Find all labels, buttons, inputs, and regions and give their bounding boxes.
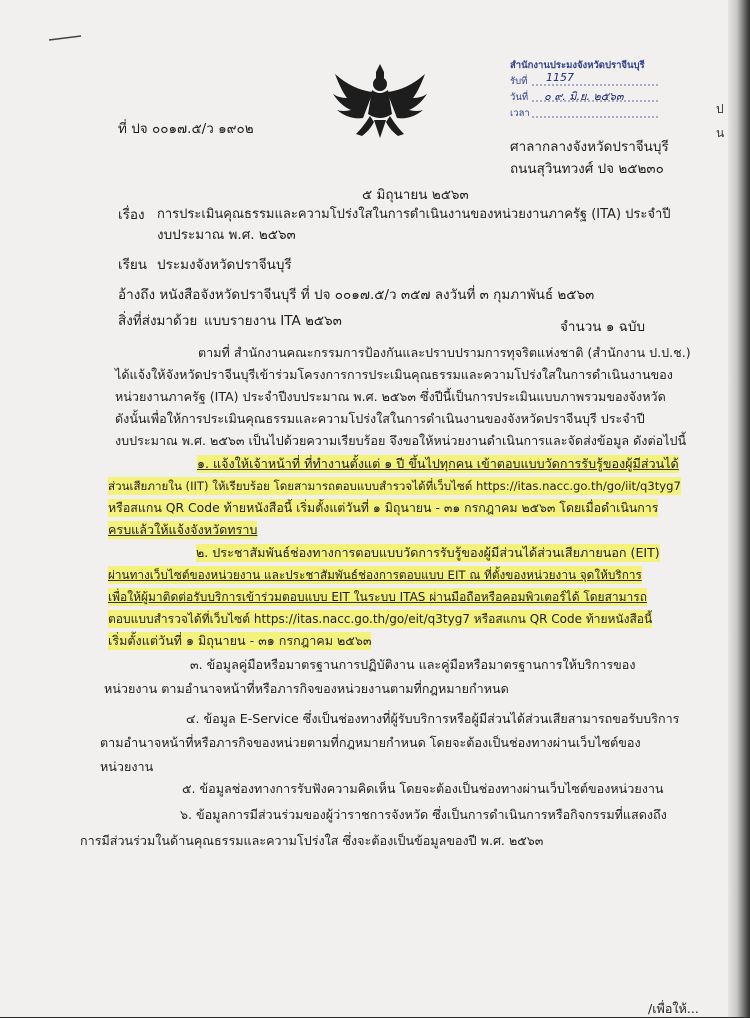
reference-line: อ้างถึง หนังสือจังหวัดปราจีนบุรี ที่ ปจ ๐๐๑๗.๕/ว ๓๕๗ ลงวันที่ ๓ กุมภาพันธ์ ๒๕๖๓ xyxy=(118,287,595,303)
item1-line: ๑. แจ้งให้เจ้าหน้าที่ ที่ทำงานตั้งแต่ ๑ ปี ขึ้นไปทุกคน เข้าตอบแบบวัดการรับรู้ของผู้มีส่วนได้ xyxy=(197,456,679,471)
page-edge-shadow xyxy=(728,0,750,1017)
item3-line: ๓. ข้อมูลคู่มือหรือมาตรฐานการปฏิบัติงาน และคู่มือหรือมาตรฐานการให้บริการของ xyxy=(190,657,636,672)
stamp-recv-label: รับที่ xyxy=(510,76,528,87)
reference-number: ที่ ปจ ๐๐๑๗.๕/ว ๑๙๐๒ xyxy=(118,121,254,137)
stamp-lines xyxy=(510,68,670,124)
intro-line: ดังนั้นเพื่อให้การประเมินคุณธรรมและความโปร่งใสในการดำเนินงานของจังหวัดปราจีนบุรี ประจำปี xyxy=(115,411,645,426)
item6-line: การมีส่วนร่วมในด้านคุณธรรมและความโปร่งใส ซึ่งจะต้องเป็นข้อมูลของปี พ.ศ. ๒๕๖๓ xyxy=(80,833,544,848)
intro-line: ตามที่ สำนักงานคณะกรรมการป้องกันและปราบปรามการทุจริตแห่งชาติ (สำนักงาน ป.ป.ช.) xyxy=(198,345,691,360)
enclosure-label: สิ่งที่ส่งมาด้วย xyxy=(118,313,198,329)
subject-label: เรื่อง xyxy=(118,207,145,223)
item4-line: หน่วยงาน xyxy=(100,759,154,774)
subject-line2: งบประมาณ พ.ศ. ๒๕๖๓ xyxy=(157,227,296,243)
intro-line: ได้แจ้งให้จังหวัดปราจีนบุรีเข้าร่วมโครงการการประเมินคุณธรรมและความโปร่งใสในการดำเนินงานของ xyxy=(115,367,673,382)
item2-line: เริ่มตั้งแต่วันที่ ๑ มิถุนายน - ๓๑ กรกฎาคม ๒๕๖๓ xyxy=(108,633,372,648)
item2-line: ๒. ประชาสัมพันธ์ช่องทางการตอบแบบวัดการรับรู้ของผู้มีส่วนได้ส่วนเสียภายนอก (EIT) xyxy=(196,545,660,560)
item6-line: ๖. ข้อมูลการมีส่วนร่วมของผู้ว่าราชการจังหวัด ซึ่งเป็นการดำเนินการหรือกิจกรรมที่แสดงถึง xyxy=(180,807,667,822)
stamp-office: สำนักงานประมงจังหวัดปราจีนบุรี xyxy=(510,60,645,71)
edge-text: ป xyxy=(716,102,724,116)
item5-line: ๕. ข้อมูลช่องทางการรับฟังความคิดเห็น โดยจะต้องเป็นช่องทางผ่านเว็บไซต์ของหน่วยงาน xyxy=(182,781,664,796)
item1-line: ครบแล้วให้แจ้งจังหวัดทราบ xyxy=(108,522,258,537)
document-date: ๕ มิถุนายน ๒๕๖๓ xyxy=(362,187,469,203)
salutation-label: เรียน xyxy=(118,257,148,273)
item2-line: เพื่อให้ผู้มาติดต่อรับบริการเข้าร่วมตอบแบบ EIT ในระบบ ITAS ผ่านมือถือหรือคอมพิวเตอร์ได้ โดยสามารถ xyxy=(108,590,648,604)
salutation-recipient: ประมงจังหวัดปราจีนบุรี xyxy=(157,257,292,273)
receiving-stamp xyxy=(510,58,670,124)
enclosure-value: แบบรายงาน ITA ๒๕๖๓ xyxy=(204,313,342,329)
stamp-recv-no: 1157 xyxy=(546,71,574,84)
subject-line1: การประเมินคุณธรรมและความโปร่งใสในการดำเนินงานของหน่วยงานภาครัฐ (ITA) ประจำปี xyxy=(157,207,671,222)
item1-line: ส่วนเสียภายใน (IIT) ให้เรียบร้อย โดยสามารถตอบแบบสำรวจได้ที่เว็บไซต์ https://itas.nacc.go.th/go/iit/q3tyg7 xyxy=(108,479,681,493)
enclosure-qty: จำนวน ๑ ฉบับ xyxy=(560,319,646,335)
edge-text: น xyxy=(716,126,725,140)
garuda-emblem-icon xyxy=(330,60,430,142)
stamp-date-value: ๐ ๙. มิ.ย. ๒๕๖๓ xyxy=(544,90,624,103)
item1-line: หรือสแกน QR Code ท้ายหนังสือนี้ เริ่มตั้งแต่วันที่ ๑ มิถุนายน - ๓๑ กรกฎาคม ๒๕๖๓ โดยเมื่อดำเนินการ xyxy=(108,500,659,515)
pen-mark xyxy=(48,34,82,42)
item4-line: ตามอำนาจหน้าที่หรือภารกิจของหน่วยตามที่กฎหมายกำหนด โดยจะต้องเป็นช่องทางผ่านเว็บไซต์ของ xyxy=(100,735,641,750)
stamp-time-label: เวลา xyxy=(510,108,530,119)
office-address-line1: ศาลากลางจังหวัดปราจีนบุรี xyxy=(510,139,669,155)
continued-marker: /เพื่อให้... xyxy=(648,1001,699,1016)
stamp-date-label: วันที่ xyxy=(510,92,529,103)
office-address-line2: ถนนสุวินทวงศ์ ปจ ๒๕๒๓๐ xyxy=(510,161,664,177)
item3-line: หน่วยงาน ตามอำนาจหน้าที่หรือภารกิจของหน่วยงานตามที่กฎหมายกำหนด xyxy=(104,681,509,696)
intro-line: งบประมาณ พ.ศ. ๒๕๖๓ เป็นไปด้วยความเรียบร้อย จึงขอให้หน่วยงานดำเนินการและจัดส่งข้อมูล ดังต่อไปนี้ xyxy=(115,433,687,448)
item2-line: ตอบแบบสำรวจได้ที่เว็บไซต์ https://itas.nacc.go.th/go/eit/q3tyg7 หรือสแกน QR Code ท้ายหนังสือนี้ xyxy=(108,612,653,626)
intro-line: หน่วยงานภาครัฐ (ITA) ประจำปีงบประมาณ พ.ศ. ๒๕๖๓ ซึ่งปีนี้เป็นการประเมินแบบภาพรวมของจังหวัด xyxy=(115,389,666,404)
item2-line: ผ่านทางเว็บไซต์ของหน่วยงาน และประชาสัมพันธ์ช่องการตอบแบบ EIT ณ ที่ตั้งของหน่วยงาน จุดให้บริการ xyxy=(108,568,642,582)
item4-line: ๔. ข้อมูล E-Service ซึ่งเป็นช่องทางที่ผู้รับบริการหรือผู้มีส่วนได้ส่วนเสียสามารถขอรับบริการ xyxy=(186,711,680,726)
